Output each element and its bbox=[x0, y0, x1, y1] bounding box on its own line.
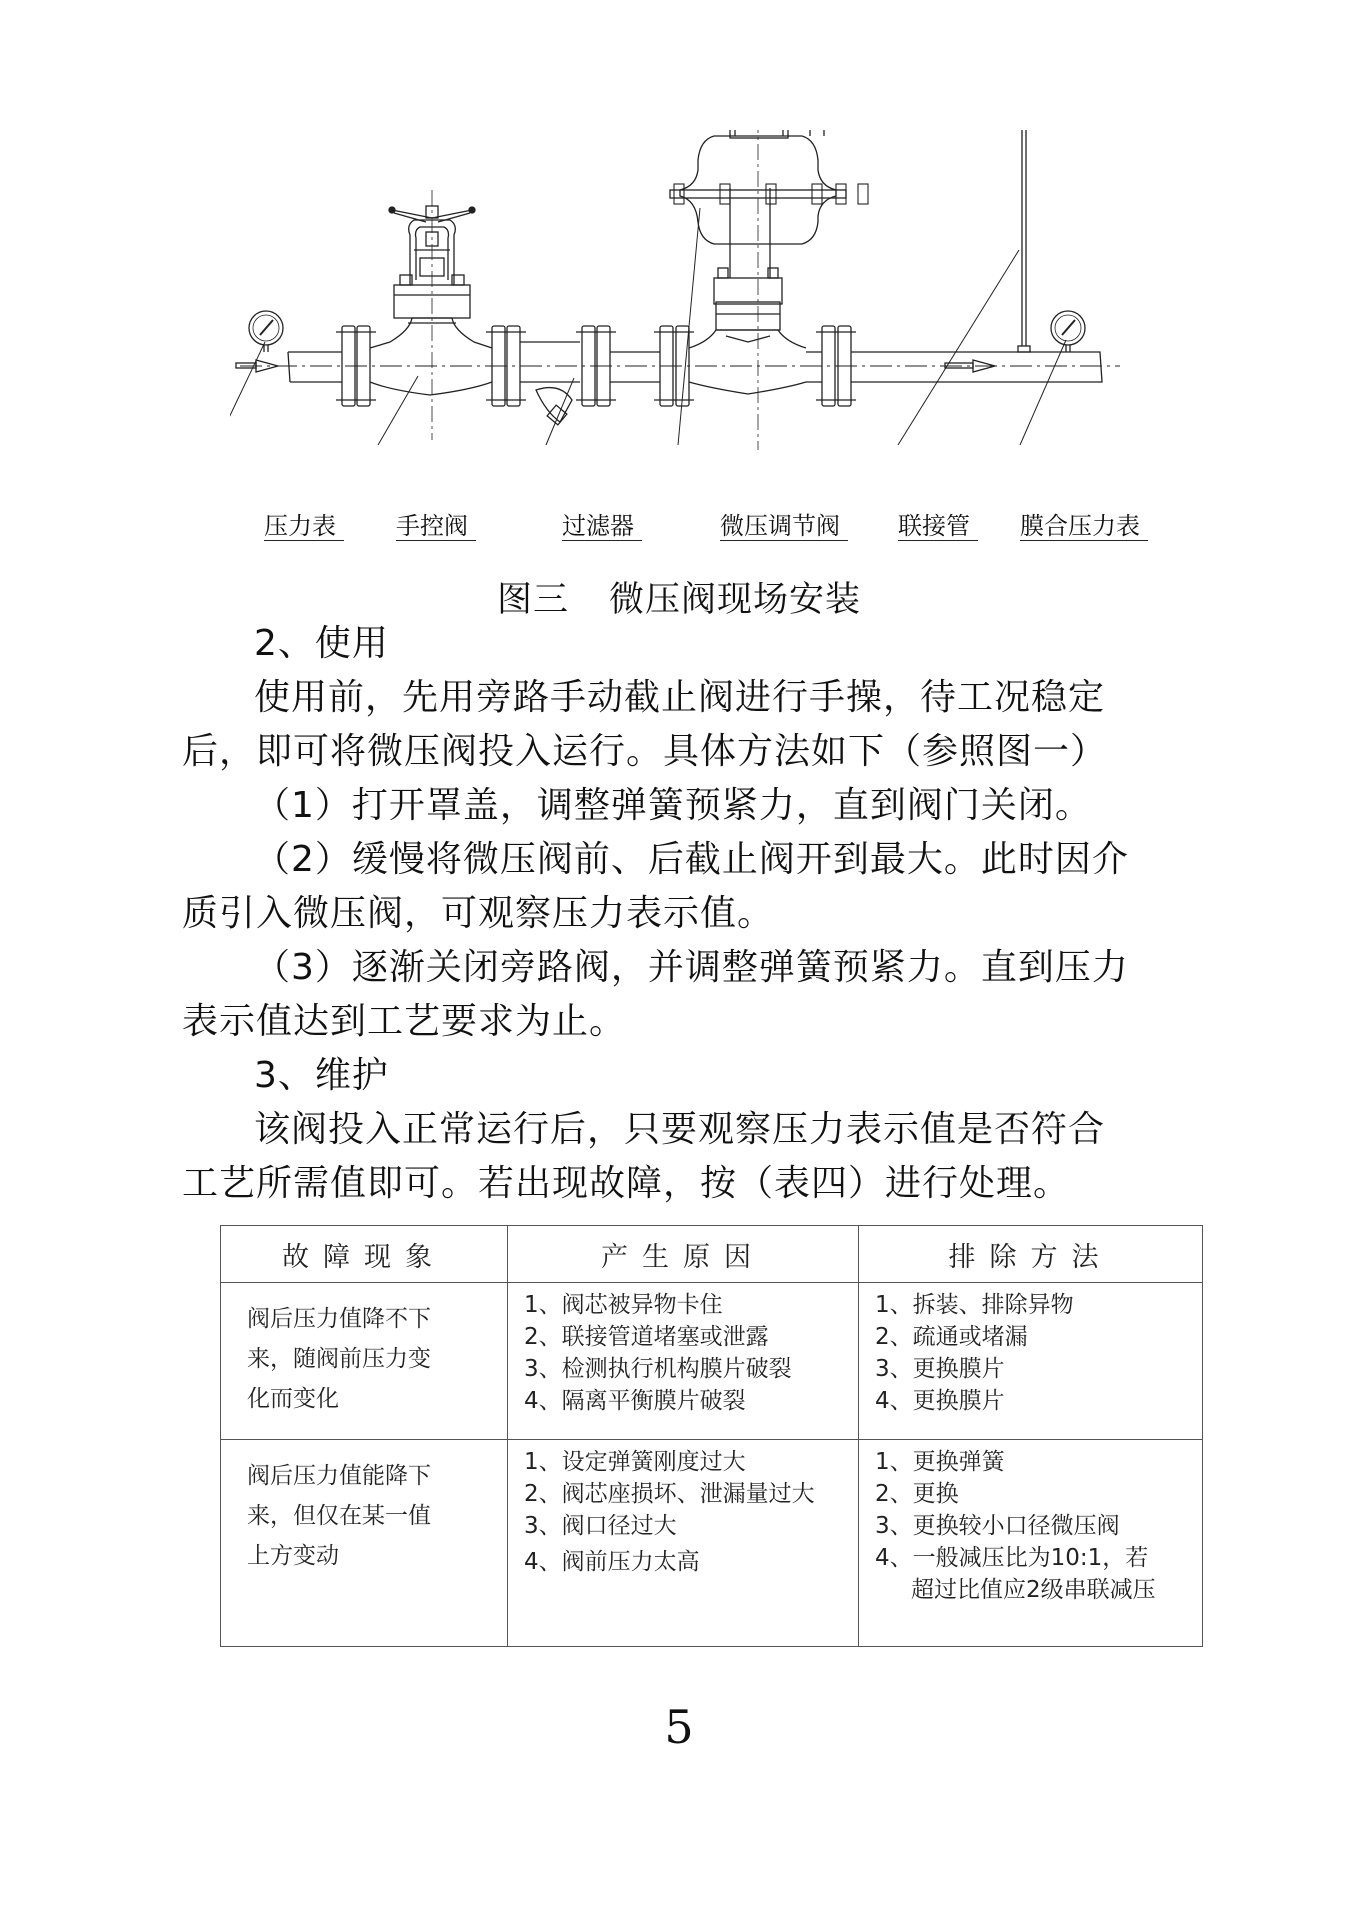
installation-diagram bbox=[230, 130, 1130, 570]
usage-step-2-line-2: 质引入微压阀，可观察压力表示值。 bbox=[182, 893, 775, 934]
usage-section bbox=[182, 617, 1192, 1211]
maintenance-heading: 3、维护 bbox=[254, 1055, 389, 1096]
maintenance-text-line-1: 该阀投入正常运行后，只要观察压力表示值是否符合 bbox=[254, 1109, 1106, 1150]
callout-connecting-pipe: 联接管 bbox=[898, 512, 978, 541]
header-symptom: 故障现象 bbox=[221, 1226, 508, 1283]
usage-step-1: （1）打开罩盖，调整弹簧预紧力，直到阀门关闭。 bbox=[254, 785, 1092, 826]
remedy-cell: 1、拆装、排除异物 2、疏通或堵漏 3、更换膜片 4、更换膜片 bbox=[859, 1283, 1203, 1440]
page-number: 5 bbox=[664, 1700, 694, 1754]
usage-heading: 2、使用 bbox=[254, 623, 389, 664]
callout-diaphragm-pressure-gauge: 膜合压力表 bbox=[1020, 512, 1148, 541]
symptom-cell: 阀后压力值能降下 来，但仅在某一值 上方变动 bbox=[221, 1440, 508, 1647]
figure-number: 图三 bbox=[496, 580, 569, 620]
remedy-cell: 1、更换弹簧 2、更换 3、更换较小口径微压阀 4、一般减压比为10:1，若 超过比值应2级串联减压 bbox=[859, 1440, 1203, 1647]
usage-intro-line-2: 后，即可将微压阀投入运行。具体方法如下（参照图一） bbox=[182, 731, 1108, 772]
table-row bbox=[221, 1283, 1203, 1440]
callout-filter: 过滤器 bbox=[562, 512, 642, 541]
table-row bbox=[221, 1440, 1203, 1647]
symptom-cell: 阀后压力值降不下 来，随阀前压力变 化而变化 bbox=[221, 1283, 508, 1440]
header-cause: 产生原因 bbox=[508, 1226, 859, 1283]
figure-title: 微压阀现场安装 bbox=[609, 580, 862, 620]
header-remedy: 排除方法 bbox=[859, 1226, 1203, 1283]
maintenance-text-line-2: 工艺所需值即可。若出现故障，按（表四）进行处理。 bbox=[182, 1163, 1071, 1204]
usage-step-3-line-2: 表示值达到工艺要求为止。 bbox=[182, 1001, 627, 1042]
cause-cell: 1、设定弹簧刚度过大 2、阀芯座损坏、泄漏量过大 3、阀口径过大 4、阀前压力太高 bbox=[508, 1440, 859, 1647]
callout-pressure-gauge: 压力表 bbox=[264, 512, 344, 541]
pressure-gauge-right bbox=[1051, 311, 1085, 352]
callout-manual-valve: 手控阀 bbox=[396, 512, 476, 541]
cause-cell: 1、阀芯被异物卡住 2、联接管道堵塞或泄露 3、检测执行机构膜片破裂 4、隔离平衡膜片破裂 bbox=[508, 1283, 859, 1440]
pressure-gauge-left bbox=[249, 311, 283, 352]
valve-installation-drawing bbox=[230, 130, 1130, 570]
usage-step-3-line-1: （3）逐渐关闭旁路阀，并调整弹簧预紧力。直到压力 bbox=[254, 947, 1129, 988]
usage-step-2-line-1: （2）缓慢将微压阀前、后截止阀开到最大。此时因介 bbox=[254, 839, 1129, 880]
fault-troubleshooting-table bbox=[220, 1225, 1203, 1647]
usage-intro-line-1: 使用前，先用旁路手动截止阀进行手操，待工况稳定 bbox=[254, 677, 1106, 718]
table-header-row bbox=[221, 1226, 1203, 1283]
figure-caption bbox=[0, 572, 1358, 622]
callout-micro-pressure-regulator: 微压调节阀 bbox=[720, 512, 848, 541]
